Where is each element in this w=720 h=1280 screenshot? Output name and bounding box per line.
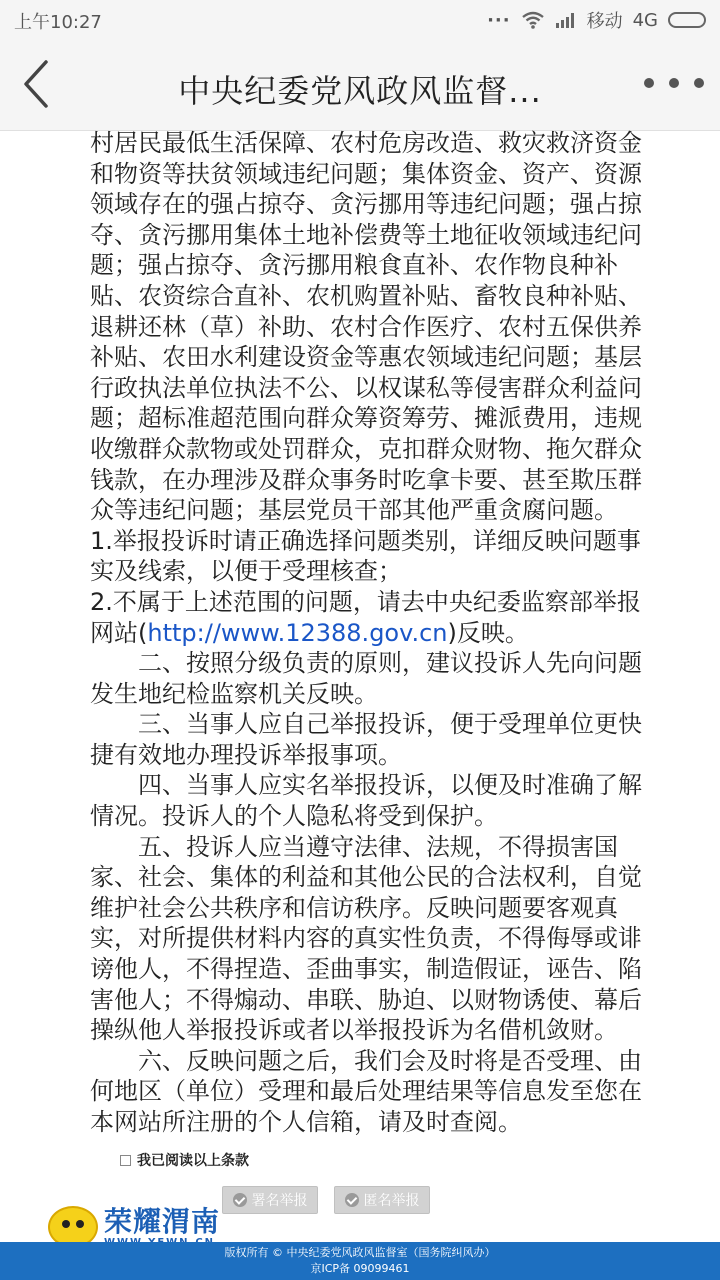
agree-terms[interactable]: [120, 1150, 249, 1170]
terms-item-2-text: 2.不属于上述范围的问题，请去中央纪委监察部举报网站(: [90, 587, 641, 647]
anonymous-report-button[interactable]: [334, 1186, 430, 1214]
footer-icp: 京ICP备 09099461: [310, 1262, 410, 1275]
terms-section-6: 六、反映问题之后，我们会及时将是否受理、由何地区（单位）受理和最后处理结果等信息发至您在本网站所注册的个人信箱，请及时查阅。: [90, 1046, 642, 1136]
status-icons: [487, 7, 706, 33]
logo-name: 荣耀渭南: [104, 1204, 221, 1238]
named-report-button[interactable]: [222, 1186, 318, 1214]
title-bar: [0, 38, 720, 131]
page-title: 中央纪委党风政风监督...: [178, 72, 542, 110]
footer: [0, 1242, 720, 1280]
named-report-label: 署名举报: [251, 1193, 308, 1209]
dot-icon: [669, 78, 679, 88]
dot-icon: [644, 78, 654, 88]
dot-icon: [694, 78, 704, 88]
terms-paragraph: 村居民最低生活保障、农村危房改造、救灾救济资金和物资等扶贫领域违纪问题；集体资金、资产、资源领域存在的强占掠夺、贪污挪用等违纪问题；强占掠夺、贪污挪用集体土地补偿费等土地征收领域违纪问题；强占掠夺、贪污挪用粮食直补、农作物良种补贴、农资综合直补、农机购置补贴、畜牧良种补贴、退耕还林（草）补助、农村合作医疗、农村五保供养补贴、农田水利建设资金等惠农领域违纪问题；基层行政执法单位执法不公、以权谋私等侵害群众利益问题；超标准超范围向群众筹资筹劳、摊派费用，违规收缴群众款物或处罚群众，克扣群众财物、拖欠群众钱款，在办理涉及群众事务时吃拿卡要、甚至欺压群众等违纪问题；基层党员干部其他严重贪腐问题。: [90, 129, 642, 525]
footer-copyright: 版权所有 © 中央纪委党风政风监督室（国务院纠风办）: [224, 1246, 496, 1259]
network-label: 4G: [632, 9, 658, 31]
status-time: 上午10:27: [14, 12, 102, 33]
check-circle-icon: [233, 1193, 247, 1207]
report-site-link[interactable]: http://www.12388.gov.cn: [147, 618, 448, 647]
battery-icon: [668, 12, 706, 28]
terms-section-2: 二、按照分级负责的原则，建议投诉人先向问题发生地纪检监察机关反映。: [90, 649, 642, 708]
terms-section-3: 三、当事人应自己举报投诉，便于受理单位更快捷有效地办理投诉举报事项。: [90, 710, 642, 769]
status-bar: [0, 0, 720, 38]
signal-icon: [555, 12, 577, 28]
terms-section-4: 四、当事人应实名举报投诉，以便及时准确了解情况。投诉人的个人隐私将受到保护。: [90, 771, 642, 831]
carrier-label: 移动: [586, 11, 623, 32]
terms-item-2-suffix: )反映。: [447, 618, 529, 647]
agree-checkbox[interactable]: [120, 1155, 131, 1166]
more-dots-icon: ···: [487, 9, 511, 31]
terms-item-1: 1.举报投诉时请正确选择问题类别，详细反映问题事实及线索，以便于受理核查；: [90, 526, 641, 586]
terms-item-2: [90, 587, 650, 648]
more-menu-button[interactable]: [644, 70, 704, 96]
terms-content: [90, 128, 650, 1138]
agree-label: 我已阅读以上条款: [137, 1153, 249, 1169]
anonymous-report-label: 匿名举报: [363, 1193, 420, 1209]
terms-section-5: 五、投诉人应当遵守法律、法规，不得损害国家、社会、集体的利益和其他公民的合法权利，自觉维护社会公共秩序和信访秩序。反映问题要客观真实，对所提供材料内容的真实性负责，不得侮辱或诽谤他人，不得捏造、歪曲事实，制造假证，诬告、陷害他人；不得煽动、串联、胁迫、以财物诱使、幕后操纵他人举报投诉或者以举报投诉为名借机敛财。: [90, 832, 642, 1045]
wifi-icon: [521, 11, 545, 29]
check-circle-icon: [345, 1193, 359, 1207]
